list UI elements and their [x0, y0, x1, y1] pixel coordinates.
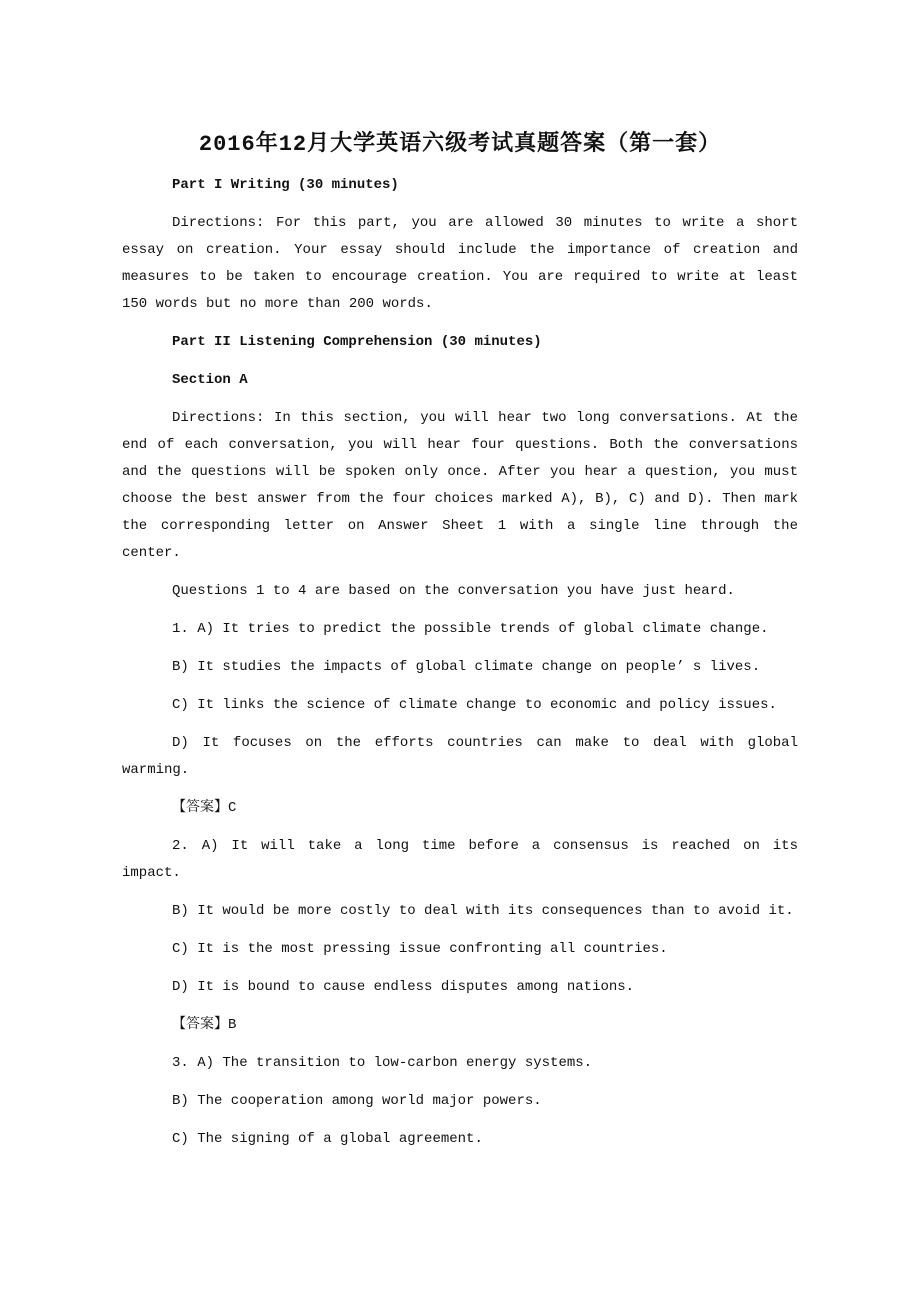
option-q3-b: B) The cooperation among world major powers. [172, 1093, 542, 1109]
para-writing-directions: Directions: For this part, you are allowed 30 minutes to write a short essay on creation. Your essay should include the importance of creation and measures to be taken to encourage creation. You are required to write at least 150 words but no more than 200 words. [122, 215, 798, 312]
para-questions-1-to-4-note: Questions 1 to 4 are based on the conversation you have just heard. [172, 583, 735, 599]
option-q3-c: C) The signing of a global agreement. [172, 1131, 483, 1147]
option-q1-b: B) It studies the impacts of global climate change on people’ s lives. [172, 659, 761, 675]
option-q1-a: 1. A) It tries to predict the possible trends of global climate change. [172, 621, 769, 637]
answer-q1: 【答案】C [172, 800, 237, 816]
heading-section-a: Section A [172, 372, 248, 388]
option-q1-c: C) It links the science of climate change to economic and policy issues. [172, 697, 777, 713]
option-q2-b: B) It would be more costly to deal with its consequences than to avoid it. [172, 903, 794, 919]
heading-part2-listening: Part II Listening Comprehension (30 minutes) [172, 334, 542, 350]
option-q1-d: D) It focuses on the efforts countries can make to deal with global warming. [122, 735, 798, 778]
heading-part1-writing: Part I Writing (30 minutes) [172, 177, 399, 193]
option-q3-a: 3. A) The transition to low-carbon energy systems. [172, 1055, 593, 1071]
option-q2-d: D) It is bound to cause endless disputes among nations. [172, 979, 635, 995]
option-q2-c: C) It is the most pressing issue confronting all countries. [172, 941, 668, 957]
option-q2-a: 2. A) It will take a long time before a consensus is reached on its impact. [122, 838, 798, 881]
doc-title: 2016年12月大学英语六级考试真题答案（第一套） [198, 132, 722, 157]
answer-q2: 【答案】B [172, 1017, 237, 1033]
para-listening-directions: Directions: In this section, you will hear two long conversations. At the end of each conversation, you will hear four questions. Both the conversations and the questions will be spoken only once. After you hear a question, you must choose the best answer from the four choices marked A), B), C) and D). Then mark the corresponding letter on Answer Sheet 1 with a single line through the center. [122, 410, 798, 561]
